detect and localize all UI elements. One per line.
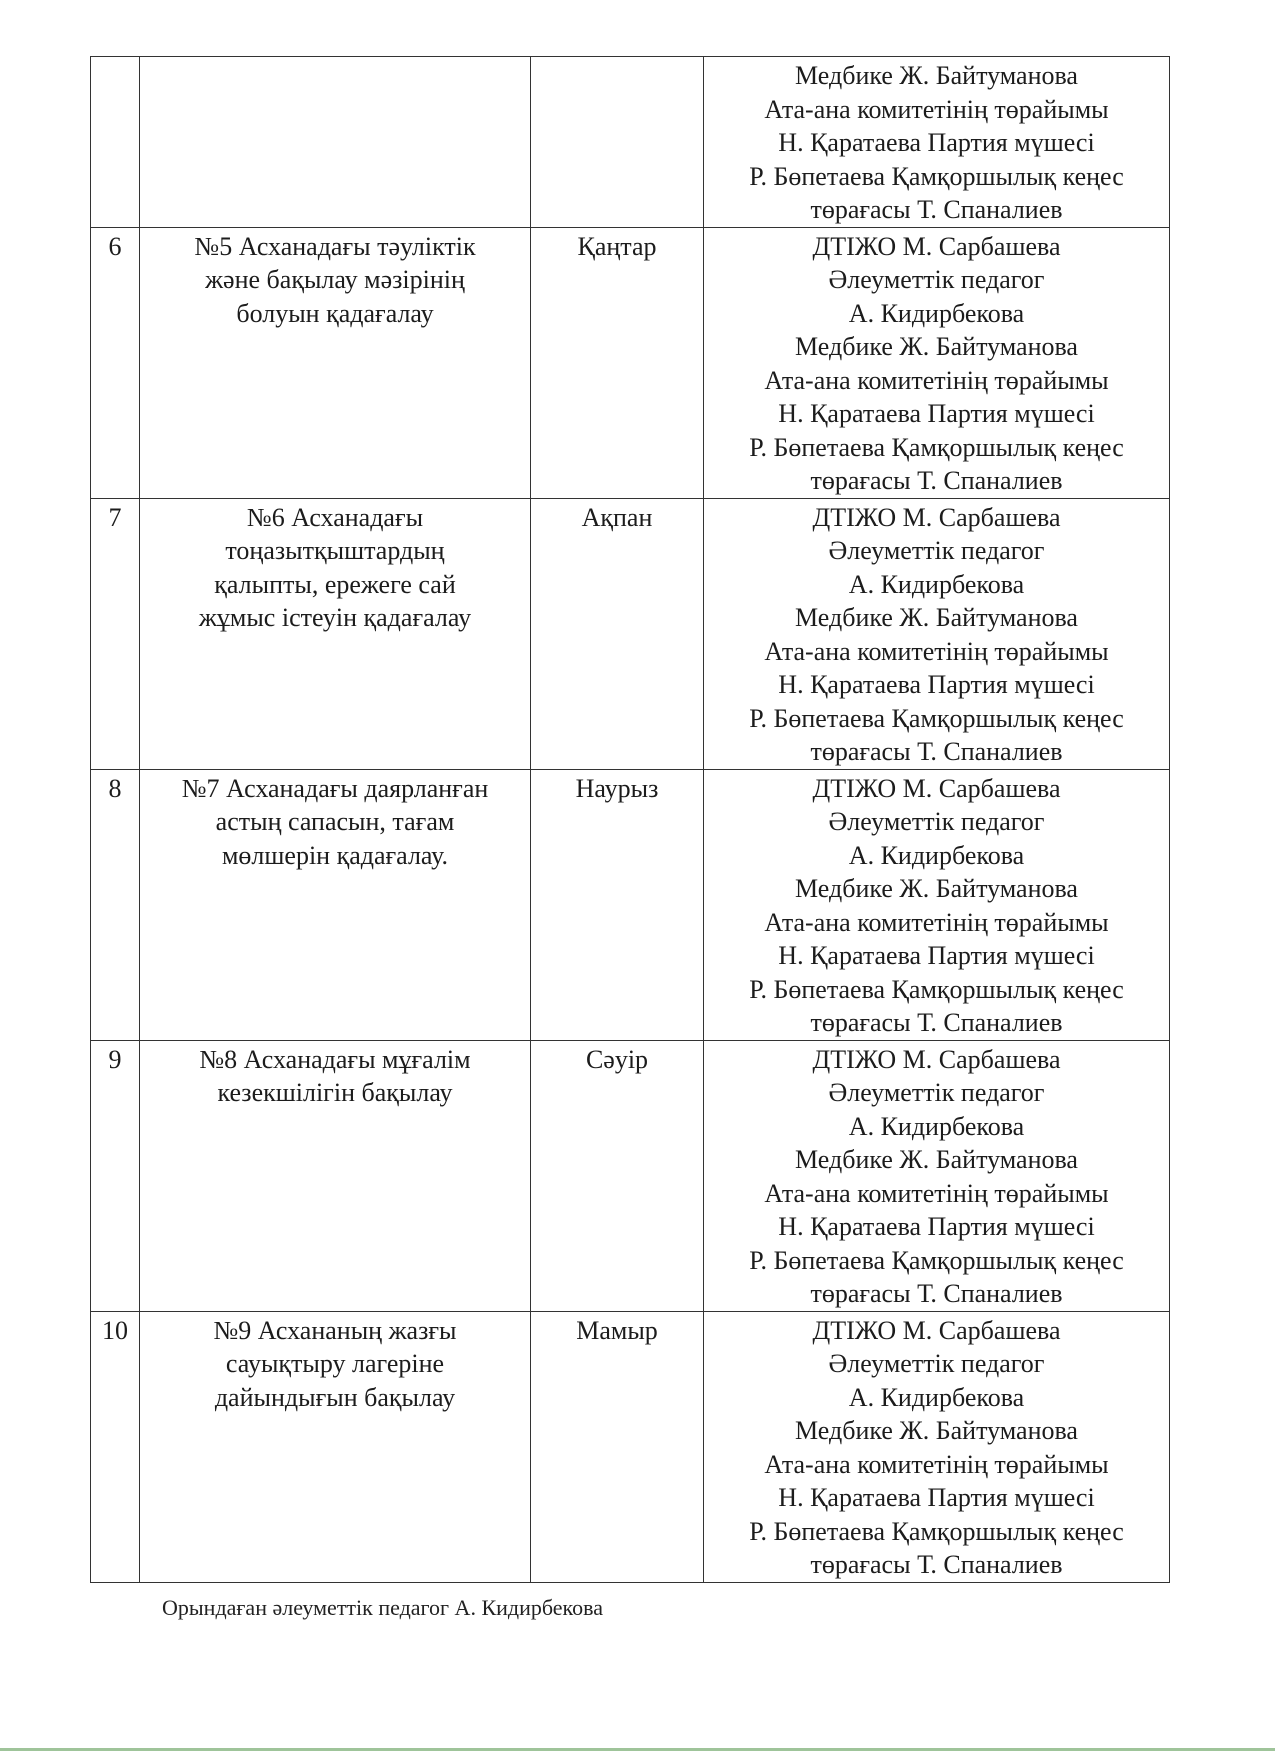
responsible-cell	[704, 769, 1170, 1040]
task-line: астың сапасын, тағам	[215, 807, 455, 836]
responsible-line: Н. Қаратаева Партия мүшесі	[778, 670, 1095, 699]
responsible-line: Медбике Ж. Байтуманова	[795, 874, 1078, 903]
task-line: қалыпты, ережеге сай	[214, 569, 456, 599]
responsible-line: Р. Бөпетаева Қамқоршылық кеңес	[749, 703, 1124, 733]
responsible-line: Медбике Ж. Байтуманова	[795, 1416, 1078, 1445]
task-line: №8 Асханадағы мұғалім	[199, 1044, 471, 1074]
responsible-line: Әлеуметтік педагог	[828, 265, 1045, 294]
responsible-line: Ата-ана комитетінің төрайымы	[764, 365, 1109, 395]
responsible-line: Ата-ана комитетінің төрайымы	[764, 1178, 1109, 1208]
responsible-line: Н. Қаратаева Партия мүшесі	[778, 1212, 1095, 1241]
task-line: кезекшілігін бақылау	[217, 1078, 453, 1107]
task-line: және бақылау мәзірінің	[205, 265, 465, 294]
table-row	[91, 1040, 1170, 1311]
responsible-line: Н. Қаратаева Партия мүшесі	[778, 128, 1095, 157]
table-row	[91, 1311, 1170, 1582]
responsible-line: төрағасы Т. Спаналиев	[810, 1008, 1063, 1037]
month-cell: Мамыр	[531, 1311, 704, 1582]
responsible-line: ДТІЖО М. Сарбашева	[812, 502, 1061, 532]
signature-note: Орындаған әлеуметтік педагог А. Кидирбекова	[162, 1595, 603, 1620]
responsible-line: Р. Бөпетаева Қамқоршылық кеңес	[749, 974, 1124, 1004]
responsible-line: ДТІЖО М. Сарбашева	[812, 231, 1061, 261]
responsible-line: Медбике Ж. Байтуманова	[795, 332, 1078, 361]
schedule-table-body	[91, 57, 1170, 1583]
responsible-line: Ата-ана комитетінің төрайымы	[764, 636, 1109, 666]
responsible-line: Р. Бөпетаева Қамқоршылық кеңес	[749, 1245, 1124, 1275]
task-line: жұмыс істеуін қадағалау	[198, 603, 472, 632]
responsible-line: Медбике Ж. Байтуманова	[795, 1145, 1078, 1174]
responsible-line: Р. Бөпетаева Қамқоршылық кеңес	[749, 432, 1124, 462]
table-row	[91, 498, 1170, 769]
task-line: №9 Асхананың жазғы	[213, 1315, 457, 1345]
row-number: 10	[91, 1311, 140, 1582]
task-cell	[140, 227, 531, 498]
month-cell	[531, 57, 704, 228]
responsible-line: төрағасы Т. Спаналиев	[810, 195, 1063, 224]
task-line: дайындығын бақылау	[214, 1382, 456, 1412]
responsible-line: төрағасы Т. Спаналиев	[810, 1550, 1063, 1579]
task-cell	[140, 769, 531, 1040]
responsible-line: төрағасы Т. Спаналиев	[810, 1279, 1063, 1308]
responsible-line: Н. Қаратаева Партия мүшесі	[778, 1483, 1095, 1512]
responsible-line: Медбике Ж. Байтуманова	[795, 603, 1078, 632]
responsible-cell	[704, 1311, 1170, 1582]
month-cell: Ақпан	[531, 498, 704, 769]
task-line: №7 Асханадағы даярланған	[181, 773, 489, 803]
responsible-line: Н. Қаратаева Партия мүшесі	[778, 399, 1095, 428]
responsible-line: А. Кидирбекова	[848, 569, 1025, 599]
task-line: болуын қадағалау	[236, 298, 434, 328]
row-number: 7	[91, 498, 140, 769]
task-line: мөлшерін қадағалау.	[221, 840, 449, 870]
responsible-line: ДТІЖО М. Сарбашева	[812, 1315, 1061, 1345]
table-row	[91, 227, 1170, 498]
row-number	[91, 57, 140, 228]
task-cell	[140, 1311, 531, 1582]
responsible-line: Медбике Ж. Байтуманова	[795, 61, 1078, 90]
responsible-line: төрағасы Т. Спаналиев	[810, 737, 1063, 766]
responsible-line: Әлеуметтік педагог	[828, 536, 1045, 565]
responsible-line: Ата-ана комитетінің төрайымы	[764, 907, 1109, 937]
responsible-line: Әлеуметтік педагог	[828, 1078, 1045, 1107]
responsible-line: Ата-ана комитетінің төрайымы	[764, 1449, 1109, 1479]
month-cell: Қаңтар	[531, 227, 704, 498]
table-row	[91, 769, 1170, 1040]
task-line: сауықтыру лагеріне	[225, 1349, 445, 1378]
task-cell	[140, 498, 531, 769]
month-cell: Наурыз	[531, 769, 704, 1040]
responsible-line: Әлеуметтік педагог	[828, 807, 1045, 836]
responsible-line: Р. Бөпетаева Қамқоршылық кеңес	[749, 1516, 1124, 1546]
responsible-line: А. Кидирбекова	[848, 1111, 1025, 1141]
responsible-line: А. Кидирбекова	[848, 840, 1025, 870]
responsible-line: А. Кидирбекова	[848, 298, 1025, 328]
responsible-cell	[704, 498, 1170, 769]
responsible-line: Р. Бөпетаева Қамқоршылық кеңес	[749, 161, 1124, 191]
responsible-line: Ата-ана комитетінің төрайымы	[764, 94, 1109, 124]
row-number: 8	[91, 769, 140, 1040]
responsible-line: ДТІЖО М. Сарбашева	[812, 773, 1061, 803]
responsible-line: төрағасы Т. Спаналиев	[810, 466, 1063, 495]
task-cell	[140, 1040, 531, 1311]
scan-edge-line	[0, 1748, 1275, 1751]
responsible-line: А. Кидирбекова	[848, 1382, 1025, 1412]
row-number: 9	[91, 1040, 140, 1311]
task-line: №6 Асханадағы	[246, 502, 424, 532]
month-cell: Сәуір	[531, 1040, 704, 1311]
responsible-cell	[704, 57, 1170, 228]
responsible-line: Әлеуметтік педагог	[828, 1349, 1045, 1378]
task-line: тоңазытқыштардың	[225, 536, 445, 565]
row-number: 6	[91, 227, 140, 498]
task-cell	[140, 57, 531, 228]
responsible-cell	[704, 1040, 1170, 1311]
table-row	[91, 57, 1170, 228]
responsible-line: Н. Қаратаева Партия мүшесі	[778, 941, 1095, 970]
task-line: №5 Асханадағы тәуліктік	[194, 231, 476, 261]
responsible-cell	[704, 227, 1170, 498]
schedule-table	[90, 56, 1170, 1583]
responsible-line: ДТІЖО М. Сарбашева	[812, 1044, 1061, 1074]
